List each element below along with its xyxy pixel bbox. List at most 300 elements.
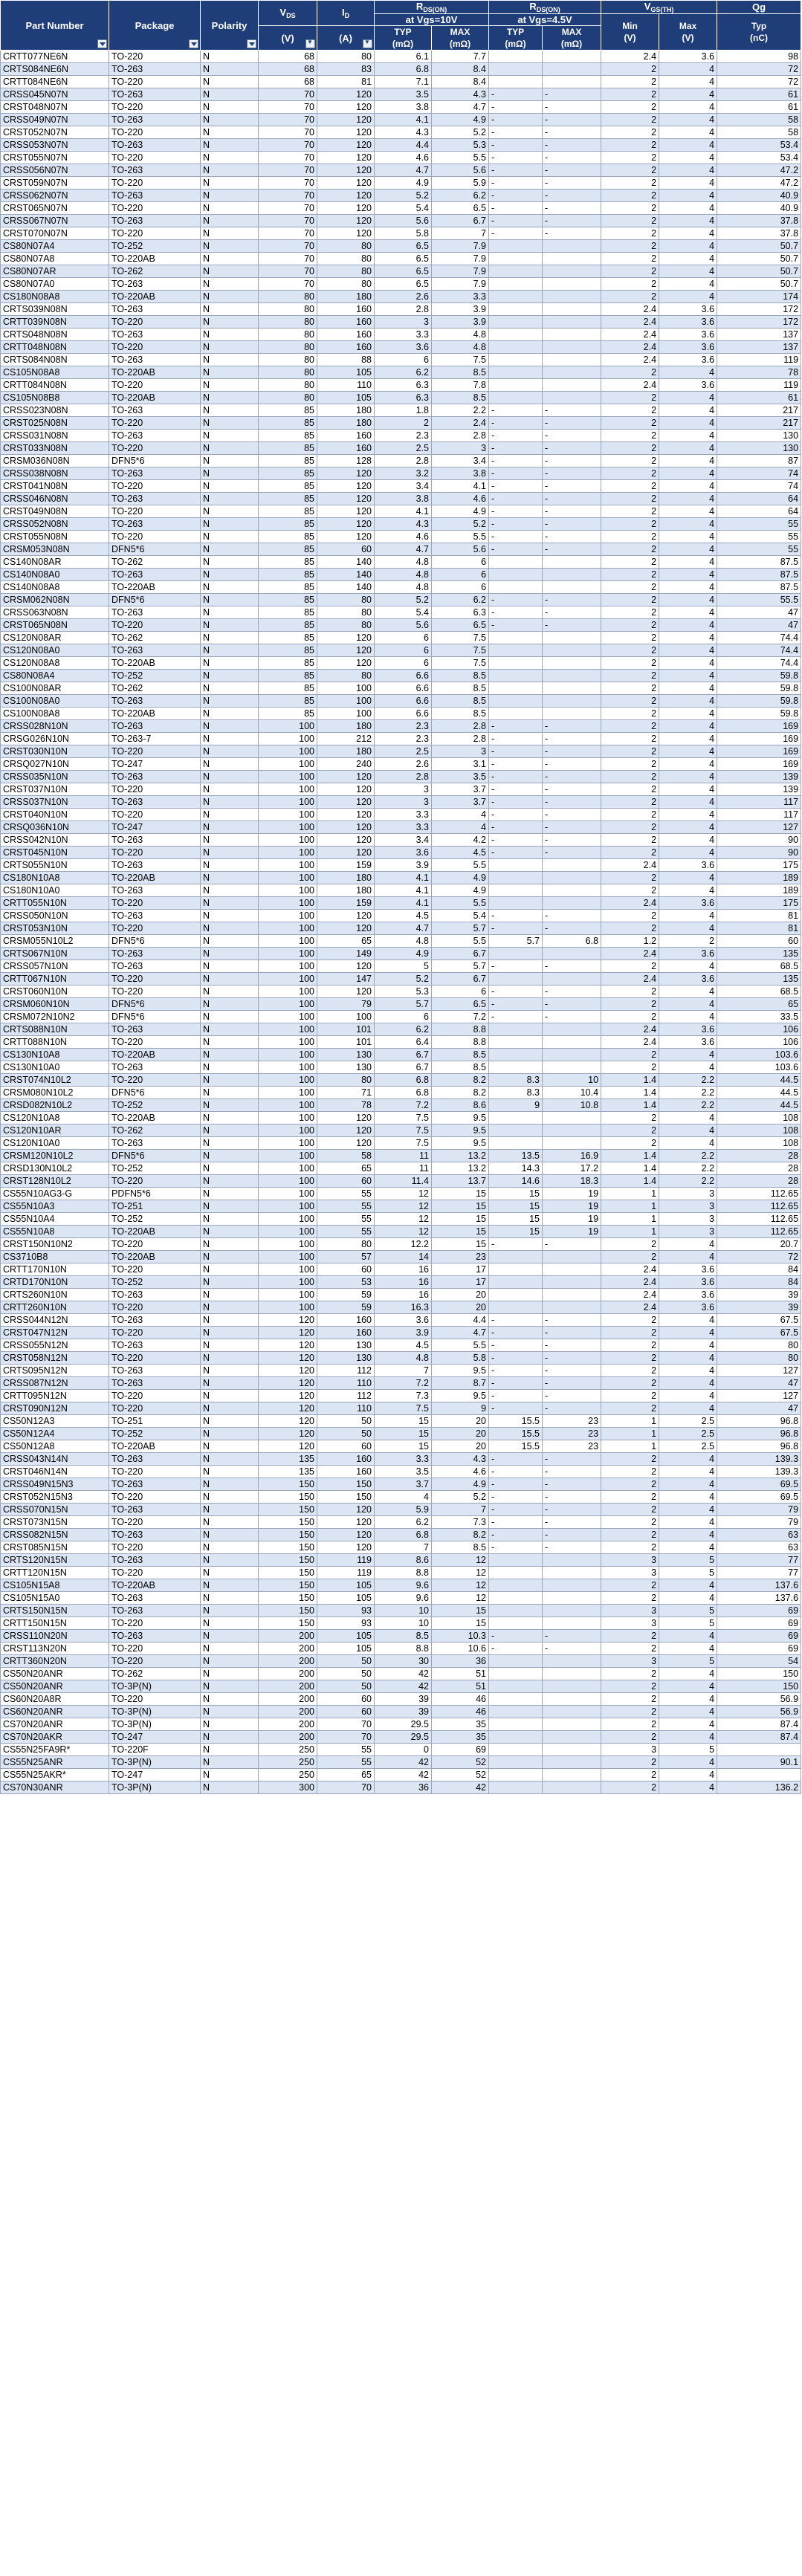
cell-rds45-typ[interactable]: - bbox=[489, 1504, 543, 1516]
cell-rds10-max[interactable]: 7.8 bbox=[432, 379, 489, 392]
cell-rds10-max[interactable]: 4.7 bbox=[432, 101, 489, 114]
cell-qg-typ[interactable]: 90.1 bbox=[717, 1756, 801, 1769]
cell-package[interactable]: TO-247 bbox=[109, 1769, 201, 1781]
cell-qg-typ[interactable]: 90 bbox=[717, 847, 801, 859]
cell-package[interactable]: TO-220AB bbox=[109, 1226, 201, 1238]
cell-rds45-typ[interactable]: - bbox=[489, 960, 543, 973]
cell-polarity[interactable]: N bbox=[201, 834, 259, 847]
cell-rds45-typ[interactable]: - bbox=[489, 745, 543, 758]
cell-vgs-min[interactable]: 2 bbox=[601, 455, 659, 467]
cell-vds[interactable]: 150 bbox=[259, 1554, 317, 1567]
cell-rds10-typ[interactable]: 6.4 bbox=[375, 1036, 432, 1049]
cell-id[interactable]: 93 bbox=[317, 1617, 375, 1630]
cell-rds45-typ[interactable] bbox=[489, 366, 543, 379]
cell-rds10-max[interactable]: 3.5 bbox=[432, 771, 489, 783]
cell-vgs-min[interactable]: 2 bbox=[601, 1011, 659, 1023]
cell-vds[interactable]: 100 bbox=[259, 1263, 317, 1276]
cell-polarity[interactable]: N bbox=[201, 998, 259, 1011]
cell-qg-typ[interactable]: 112.65 bbox=[717, 1213, 801, 1226]
cell-rds45-typ[interactable] bbox=[489, 1769, 543, 1781]
cell-vgs-max[interactable]: 4 bbox=[659, 1668, 717, 1680]
cell-rds45-typ[interactable] bbox=[489, 872, 543, 884]
cell-polarity[interactable]: N bbox=[201, 1415, 259, 1428]
cell-part-number[interactable]: CS180N08A8 bbox=[1, 291, 109, 303]
cell-rds10-max[interactable]: 8.5 bbox=[432, 392, 489, 404]
cell-id[interactable]: 80 bbox=[317, 594, 375, 606]
cell-qg-typ[interactable]: 189 bbox=[717, 872, 801, 884]
cell-rds45-max[interactable]: - bbox=[543, 1402, 601, 1415]
cell-qg-typ[interactable]: 175 bbox=[717, 897, 801, 910]
cell-rds45-typ[interactable] bbox=[489, 354, 543, 366]
cell-part-number[interactable]: CS120N10A8 bbox=[1, 1112, 109, 1124]
cell-part-number[interactable]: CRSM062N08N bbox=[1, 594, 109, 606]
cell-qg-typ[interactable]: 68.5 bbox=[717, 986, 801, 998]
cell-rds45-max[interactable]: - bbox=[543, 733, 601, 745]
cell-qg-typ[interactable]: 63 bbox=[717, 1541, 801, 1554]
cell-vgs-max[interactable]: 4 bbox=[659, 114, 717, 126]
cell-vds[interactable]: 85 bbox=[259, 531, 317, 543]
cell-vgs-min[interactable]: 1.4 bbox=[601, 1099, 659, 1112]
cell-rds10-typ[interactable]: 12 bbox=[375, 1226, 432, 1238]
cell-rds45-typ[interactable] bbox=[489, 303, 543, 316]
cell-vds[interactable]: 70 bbox=[259, 202, 317, 215]
cell-part-number[interactable]: CS50N12A3 bbox=[1, 1415, 109, 1428]
cell-id[interactable]: 80 bbox=[317, 606, 375, 619]
cell-rds10-max[interactable]: 35 bbox=[432, 1718, 489, 1731]
cell-vgs-min[interactable]: 2 bbox=[601, 745, 659, 758]
cell-rds45-typ[interactable]: 8.3 bbox=[489, 1087, 543, 1099]
cell-rds10-max[interactable]: 4.3 bbox=[432, 88, 489, 101]
cell-rds45-typ[interactable] bbox=[489, 1718, 543, 1731]
cell-rds45-max[interactable]: - bbox=[543, 126, 601, 139]
cell-qg-typ[interactable]: 50.7 bbox=[717, 253, 801, 265]
cell-rds10-max[interactable]: 5.2 bbox=[432, 518, 489, 531]
cell-rds10-typ[interactable]: 5.2 bbox=[375, 973, 432, 986]
cell-rds45-typ[interactable]: - bbox=[489, 1630, 543, 1643]
cell-package[interactable]: TO-263 bbox=[109, 771, 201, 783]
cell-vgs-min[interactable]: 1.4 bbox=[601, 1074, 659, 1087]
cell-package[interactable]: TO-3P(N) bbox=[109, 1706, 201, 1718]
cell-vgs-min[interactable]: 2.4 bbox=[601, 51, 659, 63]
cell-id[interactable]: 120 bbox=[317, 101, 375, 114]
cell-rds45-max[interactable]: - bbox=[543, 745, 601, 758]
cell-vgs-max[interactable]: 4 bbox=[659, 177, 717, 190]
cell-vds[interactable]: 100 bbox=[259, 821, 317, 834]
cell-rds45-max[interactable]: - bbox=[543, 152, 601, 164]
cell-vgs-max[interactable]: 4 bbox=[659, 467, 717, 480]
cell-vgs-max[interactable]: 2.2 bbox=[659, 1162, 717, 1175]
cell-rds10-max[interactable]: 15 bbox=[432, 1238, 489, 1251]
cell-vgs-max[interactable]: 4 bbox=[659, 253, 717, 265]
cell-package[interactable]: TO-220 bbox=[109, 1567, 201, 1579]
cell-rds10-max[interactable]: 6 bbox=[432, 986, 489, 998]
cell-rds45-max[interactable]: - bbox=[543, 1352, 601, 1365]
cell-vgs-min[interactable]: 2 bbox=[601, 505, 659, 518]
cell-rds45-typ[interactable]: - bbox=[489, 1491, 543, 1504]
cell-part-number[interactable]: CRST046N14N bbox=[1, 1466, 109, 1478]
cell-rds45-typ[interactable]: 5.7 bbox=[489, 935, 543, 948]
cell-rds45-typ[interactable]: 13.5 bbox=[489, 1150, 543, 1162]
cell-rds45-typ[interactable] bbox=[489, 682, 543, 695]
cell-vgs-max[interactable]: 3.6 bbox=[659, 1289, 717, 1301]
cell-polarity[interactable]: N bbox=[201, 733, 259, 745]
cell-vgs-min[interactable]: 2 bbox=[601, 960, 659, 973]
cell-part-number[interactable]: CS80N07AR bbox=[1, 265, 109, 278]
cell-part-number[interactable]: CRSS082N15N bbox=[1, 1529, 109, 1541]
cell-package[interactable]: TO-220 bbox=[109, 1327, 201, 1339]
cell-rds10-typ[interactable]: 5.7 bbox=[375, 998, 432, 1011]
cell-rds45-max[interactable] bbox=[543, 1112, 601, 1124]
cell-polarity[interactable]: N bbox=[201, 847, 259, 859]
cell-vds[interactable]: 200 bbox=[259, 1643, 317, 1655]
cell-rds10-typ[interactable]: 2.5 bbox=[375, 745, 432, 758]
cell-vds[interactable]: 80 bbox=[259, 341, 317, 354]
cell-package[interactable]: TO-220 bbox=[109, 1617, 201, 1630]
cell-vds[interactable]: 85 bbox=[259, 606, 317, 619]
cell-vgs-max[interactable]: 3.6 bbox=[659, 948, 717, 960]
cell-polarity[interactable]: N bbox=[201, 1693, 259, 1706]
cell-package[interactable]: TO-220AB bbox=[109, 657, 201, 670]
cell-vgs-min[interactable]: 2 bbox=[601, 480, 659, 493]
cell-part-number[interactable]: CS60N20A8R bbox=[1, 1693, 109, 1706]
cell-vds[interactable]: 100 bbox=[259, 986, 317, 998]
cell-polarity[interactable]: N bbox=[201, 1718, 259, 1731]
cell-rds10-typ[interactable]: 8.8 bbox=[375, 1567, 432, 1579]
cell-vgs-min[interactable]: 2.4 bbox=[601, 1036, 659, 1049]
cell-vgs-min[interactable]: 2 bbox=[601, 1769, 659, 1781]
cell-qg-typ[interactable]: 84 bbox=[717, 1263, 801, 1276]
cell-part-number[interactable]: CRSS070N15N bbox=[1, 1504, 109, 1516]
cell-id[interactable]: 80 bbox=[317, 670, 375, 682]
cell-part-number[interactable]: CRTS067N10N bbox=[1, 948, 109, 960]
cell-vgs-min[interactable]: 2 bbox=[601, 1781, 659, 1794]
cell-vds[interactable]: 85 bbox=[259, 644, 317, 657]
cell-id[interactable]: 70 bbox=[317, 1781, 375, 1794]
cell-polarity[interactable]: N bbox=[201, 1706, 259, 1718]
cell-rds45-max[interactable] bbox=[543, 1706, 601, 1718]
cell-polarity[interactable]: N bbox=[201, 935, 259, 948]
cell-package[interactable]: TO-263 bbox=[109, 1061, 201, 1074]
cell-id[interactable]: 55 bbox=[317, 1188, 375, 1200]
cell-polarity[interactable]: N bbox=[201, 1529, 259, 1541]
cell-package[interactable]: TO-263 bbox=[109, 1478, 201, 1491]
cell-vgs-max[interactable]: 4 bbox=[659, 430, 717, 442]
cell-part-number[interactable]: CS55N25AKR* bbox=[1, 1769, 109, 1781]
cell-part-number[interactable]: CS130N10A8 bbox=[1, 1049, 109, 1061]
cell-vds[interactable]: 150 bbox=[259, 1579, 317, 1592]
cell-vds[interactable]: 135 bbox=[259, 1466, 317, 1478]
cell-package[interactable]: TO-252 bbox=[109, 1276, 201, 1289]
cell-package[interactable]: TO-220AB bbox=[109, 392, 201, 404]
cell-rds10-max[interactable]: 6.2 bbox=[432, 190, 489, 202]
cell-polarity[interactable]: N bbox=[201, 76, 259, 88]
cell-rds45-typ[interactable] bbox=[489, 1276, 543, 1289]
cell-vds[interactable]: 120 bbox=[259, 1339, 317, 1352]
cell-vgs-min[interactable]: 2 bbox=[601, 1402, 659, 1415]
cell-qg-typ[interactable]: 135 bbox=[717, 973, 801, 986]
cell-rds45-max[interactable] bbox=[543, 1049, 601, 1061]
cell-id[interactable]: 60 bbox=[317, 1440, 375, 1453]
cell-polarity[interactable]: N bbox=[201, 329, 259, 341]
cell-rds10-typ[interactable]: 2.3 bbox=[375, 430, 432, 442]
cell-vds[interactable]: 250 bbox=[259, 1769, 317, 1781]
cell-polarity[interactable]: N bbox=[201, 1011, 259, 1023]
cell-vds[interactable]: 100 bbox=[259, 1011, 317, 1023]
cell-part-number[interactable]: CRTT095N12N bbox=[1, 1390, 109, 1402]
cell-qg-typ[interactable] bbox=[717, 1744, 801, 1756]
cell-polarity[interactable]: N bbox=[201, 1617, 259, 1630]
cell-qg-typ[interactable]: 39 bbox=[717, 1289, 801, 1301]
cell-id[interactable]: 120 bbox=[317, 531, 375, 543]
cell-id[interactable]: 120 bbox=[317, 480, 375, 493]
cell-vgs-min[interactable]: 2 bbox=[601, 1327, 659, 1339]
cell-rds45-max[interactable]: - bbox=[543, 1504, 601, 1516]
cell-vgs-max[interactable]: 3 bbox=[659, 1213, 717, 1226]
cell-vds[interactable]: 85 bbox=[259, 556, 317, 569]
cell-rds45-max[interactable]: 23 bbox=[543, 1440, 601, 1453]
cell-rds45-typ[interactable]: 15.5 bbox=[489, 1415, 543, 1428]
cell-rds45-typ[interactable] bbox=[489, 695, 543, 708]
cell-vgs-min[interactable]: 2 bbox=[601, 581, 659, 594]
cell-part-number[interactable]: CRST060N10N bbox=[1, 986, 109, 998]
cell-id[interactable]: 88 bbox=[317, 354, 375, 366]
cell-part-number[interactable]: CRST073N15N bbox=[1, 1516, 109, 1529]
cell-vgs-min[interactable]: 2 bbox=[601, 1579, 659, 1592]
cell-rds10-max[interactable]: 4 bbox=[432, 809, 489, 821]
cell-vds[interactable]: 150 bbox=[259, 1592, 317, 1605]
cell-rds45-typ[interactable] bbox=[489, 556, 543, 569]
cell-rds10-typ[interactable]: 4.6 bbox=[375, 531, 432, 543]
cell-rds10-max[interactable]: 5.3 bbox=[432, 139, 489, 152]
cell-package[interactable]: DFN5*6 bbox=[109, 1150, 201, 1162]
cell-package[interactable]: TO-3P(N) bbox=[109, 1680, 201, 1693]
cell-vds[interactable]: 100 bbox=[259, 1188, 317, 1200]
cell-qg-typ[interactable]: 96.8 bbox=[717, 1428, 801, 1440]
cell-rds45-typ[interactable]: - bbox=[489, 88, 543, 101]
cell-polarity[interactable]: N bbox=[201, 1756, 259, 1769]
cell-rds45-max[interactable]: - bbox=[543, 442, 601, 455]
cell-vgs-max[interactable]: 4 bbox=[659, 76, 717, 88]
cell-vgs-max[interactable]: 4 bbox=[659, 291, 717, 303]
cell-polarity[interactable]: N bbox=[201, 467, 259, 480]
cell-polarity[interactable]: N bbox=[201, 278, 259, 291]
cell-vgs-max[interactable]: 4 bbox=[659, 480, 717, 493]
cell-package[interactable]: TO-220 bbox=[109, 1693, 201, 1706]
cell-rds45-max[interactable]: 17.2 bbox=[543, 1162, 601, 1175]
cell-rds10-max[interactable]: 52 bbox=[432, 1756, 489, 1769]
cell-polarity[interactable]: N bbox=[201, 1061, 259, 1074]
cell-rds45-max[interactable] bbox=[543, 354, 601, 366]
cell-vgs-min[interactable]: 1 bbox=[601, 1415, 659, 1428]
cell-id[interactable]: 120 bbox=[317, 190, 375, 202]
cell-polarity[interactable]: N bbox=[201, 1112, 259, 1124]
cell-polarity[interactable]: N bbox=[201, 1023, 259, 1036]
cell-polarity[interactable]: N bbox=[201, 88, 259, 101]
cell-qg-typ[interactable]: 77 bbox=[717, 1567, 801, 1579]
cell-package[interactable]: TO-263 bbox=[109, 948, 201, 960]
cell-vds[interactable]: 85 bbox=[259, 430, 317, 442]
filter-package-button[interactable] bbox=[189, 39, 198, 48]
cell-rds10-max[interactable]: 69 bbox=[432, 1744, 489, 1756]
cell-package[interactable]: TO-220 bbox=[109, 76, 201, 88]
cell-vgs-min[interactable]: 2 bbox=[601, 1718, 659, 1731]
cell-rds45-typ[interactable] bbox=[489, 392, 543, 404]
cell-rds10-typ[interactable]: 6.8 bbox=[375, 1529, 432, 1541]
cell-rds10-typ[interactable]: 8.8 bbox=[375, 1643, 432, 1655]
cell-id[interactable]: 80 bbox=[317, 619, 375, 632]
cell-rds45-max[interactable]: - bbox=[543, 1377, 601, 1390]
cell-rds45-max[interactable]: 23 bbox=[543, 1415, 601, 1428]
cell-vgs-max[interactable]: 4 bbox=[659, 1238, 717, 1251]
cell-rds45-max[interactable] bbox=[543, 76, 601, 88]
cell-polarity[interactable]: N bbox=[201, 556, 259, 569]
cell-polarity[interactable]: N bbox=[201, 1099, 259, 1112]
cell-polarity[interactable]: N bbox=[201, 1731, 259, 1744]
cell-vgs-min[interactable]: 2 bbox=[601, 240, 659, 253]
cell-id[interactable]: 160 bbox=[317, 341, 375, 354]
cell-qg-typ[interactable]: 54 bbox=[717, 1655, 801, 1668]
cell-polarity[interactable]: N bbox=[201, 1643, 259, 1655]
cell-package[interactable]: TO-252 bbox=[109, 1213, 201, 1226]
cell-part-number[interactable]: CRSS110N20N bbox=[1, 1630, 109, 1643]
cell-rds10-max[interactable]: 46 bbox=[432, 1693, 489, 1706]
cell-vds[interactable]: 100 bbox=[259, 847, 317, 859]
cell-rds10-max[interactable]: 7.5 bbox=[432, 632, 489, 644]
cell-package[interactable]: TO-263 bbox=[109, 164, 201, 177]
cell-qg-typ[interactable]: 72 bbox=[717, 1251, 801, 1263]
cell-polarity[interactable]: N bbox=[201, 606, 259, 619]
cell-rds10-max[interactable]: 5.5 bbox=[432, 897, 489, 910]
cell-rds45-max[interactable]: 10.4 bbox=[543, 1087, 601, 1099]
cell-part-number[interactable]: CRST055N08N bbox=[1, 531, 109, 543]
cell-vgs-min[interactable]: 2 bbox=[601, 1592, 659, 1605]
cell-qg-typ[interactable]: 59.8 bbox=[717, 670, 801, 682]
cell-part-number[interactable]: CS105N15A0 bbox=[1, 1592, 109, 1605]
cell-rds45-max[interactable] bbox=[543, 1137, 601, 1150]
cell-rds45-typ[interactable]: - bbox=[489, 619, 543, 632]
cell-rds45-max[interactable]: - bbox=[543, 1011, 601, 1023]
cell-part-number[interactable]: CRSQ036N10N bbox=[1, 821, 109, 834]
cell-rds45-typ[interactable]: 15 bbox=[489, 1226, 543, 1238]
cell-qg-typ[interactable]: 69.5 bbox=[717, 1491, 801, 1504]
cell-qg-typ[interactable]: 87.5 bbox=[717, 569, 801, 581]
cell-rds10-max[interactable]: 8.5 bbox=[432, 1061, 489, 1074]
cell-rds10-max[interactable]: 15 bbox=[432, 1226, 489, 1238]
cell-rds45-max[interactable]: 10.8 bbox=[543, 1099, 601, 1112]
cell-vgs-min[interactable]: 2 bbox=[601, 783, 659, 796]
cell-vds[interactable]: 100 bbox=[259, 1175, 317, 1188]
cell-rds10-max[interactable]: 8.8 bbox=[432, 1023, 489, 1036]
cell-rds10-max[interactable]: 4.9 bbox=[432, 872, 489, 884]
cell-vds[interactable]: 85 bbox=[259, 493, 317, 505]
cell-rds45-typ[interactable] bbox=[489, 1567, 543, 1579]
cell-vds[interactable]: 200 bbox=[259, 1731, 317, 1744]
cell-rds45-typ[interactable]: - bbox=[489, 733, 543, 745]
cell-vgs-max[interactable]: 3 bbox=[659, 1188, 717, 1200]
cell-vgs-min[interactable]: 1 bbox=[601, 1428, 659, 1440]
cell-polarity[interactable]: N bbox=[201, 1339, 259, 1352]
cell-vgs-min[interactable]: 2 bbox=[601, 1529, 659, 1541]
cell-part-number[interactable]: CRTT084NE6N bbox=[1, 76, 109, 88]
cell-rds10-typ[interactable]: 6 bbox=[375, 1011, 432, 1023]
cell-vds[interactable]: 80 bbox=[259, 354, 317, 366]
cell-vds[interactable]: 85 bbox=[259, 657, 317, 670]
cell-id[interactable]: 120 bbox=[317, 821, 375, 834]
cell-vgs-min[interactable]: 2 bbox=[601, 606, 659, 619]
cell-rds10-max[interactable]: 7.5 bbox=[432, 354, 489, 366]
cell-vgs-min[interactable]: 1.4 bbox=[601, 1150, 659, 1162]
cell-vds[interactable]: 100 bbox=[259, 1301, 317, 1314]
cell-package[interactable]: TO-262 bbox=[109, 1124, 201, 1137]
cell-part-number[interactable]: CS80N07A8 bbox=[1, 253, 109, 265]
cell-package[interactable]: TO-263 bbox=[109, 1023, 201, 1036]
cell-rds45-max[interactable] bbox=[543, 859, 601, 872]
cell-vgs-min[interactable]: 2 bbox=[601, 1352, 659, 1365]
cell-id[interactable]: 119 bbox=[317, 1567, 375, 1579]
cell-rds10-max[interactable]: 4 bbox=[432, 821, 489, 834]
cell-vds[interactable]: 85 bbox=[259, 455, 317, 467]
cell-qg-typ[interactable]: 84 bbox=[717, 1276, 801, 1289]
cell-id[interactable]: 140 bbox=[317, 581, 375, 594]
cell-polarity[interactable]: N bbox=[201, 1567, 259, 1579]
cell-vds[interactable]: 250 bbox=[259, 1756, 317, 1769]
cell-package[interactable]: TO-263 bbox=[109, 1314, 201, 1327]
cell-vgs-min[interactable]: 2 bbox=[601, 632, 659, 644]
cell-vgs-min[interactable]: 2 bbox=[601, 682, 659, 695]
cell-polarity[interactable]: N bbox=[201, 796, 259, 809]
cell-qg-typ[interactable]: 217 bbox=[717, 417, 801, 430]
cell-vgs-max[interactable]: 4 bbox=[659, 505, 717, 518]
cell-vds[interactable]: 85 bbox=[259, 682, 317, 695]
cell-vgs-max[interactable]: 4 bbox=[659, 1731, 717, 1744]
cell-rds45-max[interactable] bbox=[543, 265, 601, 278]
cell-vds[interactable]: 100 bbox=[259, 783, 317, 796]
cell-rds45-typ[interactable] bbox=[489, 1061, 543, 1074]
cell-package[interactable]: DFN5*6 bbox=[109, 1087, 201, 1099]
cell-vgs-max[interactable]: 3.6 bbox=[659, 51, 717, 63]
cell-vgs-max[interactable]: 2.2 bbox=[659, 1175, 717, 1188]
cell-rds45-max[interactable]: - bbox=[543, 505, 601, 518]
cell-vgs-min[interactable]: 2 bbox=[601, 227, 659, 240]
cell-rds45-typ[interactable] bbox=[489, 1251, 543, 1263]
cell-rds10-typ[interactable]: 4.1 bbox=[375, 897, 432, 910]
cell-rds10-typ[interactable]: 6 bbox=[375, 644, 432, 657]
cell-rds45-max[interactable]: - bbox=[543, 215, 601, 227]
cell-rds45-typ[interactable]: - bbox=[489, 834, 543, 847]
cell-rds45-typ[interactable]: - bbox=[489, 1390, 543, 1402]
cell-package[interactable]: TO-263 bbox=[109, 518, 201, 531]
cell-rds10-typ[interactable]: 3.2 bbox=[375, 467, 432, 480]
cell-rds10-typ[interactable]: 11 bbox=[375, 1162, 432, 1175]
cell-part-number[interactable]: CRST065N07N bbox=[1, 202, 109, 215]
cell-rds10-max[interactable]: 4.1 bbox=[432, 480, 489, 493]
cell-vgs-min[interactable]: 2.4 bbox=[601, 859, 659, 872]
cell-vds[interactable]: 100 bbox=[259, 973, 317, 986]
cell-rds10-max[interactable]: 5.5 bbox=[432, 1339, 489, 1352]
cell-id[interactable]: 120 bbox=[317, 164, 375, 177]
cell-qg-typ[interactable]: 69 bbox=[717, 1630, 801, 1643]
cell-rds10-typ[interactable]: 36 bbox=[375, 1781, 432, 1794]
cell-part-number[interactable]: CRTS088N10N bbox=[1, 1023, 109, 1036]
cell-part-number[interactable]: CRTT067N10N bbox=[1, 973, 109, 986]
cell-id[interactable]: 120 bbox=[317, 493, 375, 505]
cell-vgs-max[interactable]: 4 bbox=[659, 1529, 717, 1541]
cell-rds45-max[interactable]: - bbox=[543, 430, 601, 442]
cell-rds10-max[interactable]: 20 bbox=[432, 1289, 489, 1301]
cell-rds10-max[interactable]: 3.4 bbox=[432, 455, 489, 467]
cell-polarity[interactable]: N bbox=[201, 897, 259, 910]
cell-rds10-typ[interactable]: 3.9 bbox=[375, 859, 432, 872]
